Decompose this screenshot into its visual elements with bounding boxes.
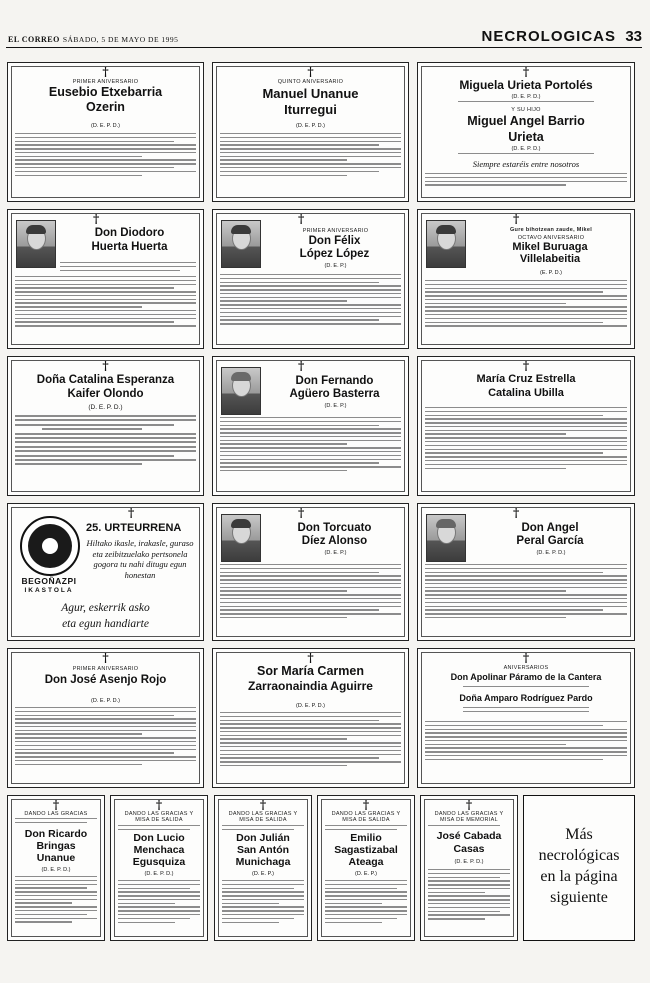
cross-icon: †: [465, 798, 473, 812]
deceased-name: Don Fernando: [295, 375, 374, 387]
obituary-asenjo: [7, 648, 204, 788]
rip-label: (D. E. P. D.): [88, 404, 123, 411]
cross-icon: †: [259, 798, 267, 812]
obituary-text: [425, 280, 627, 329]
deceased-name: Don Diodoro: [94, 227, 165, 239]
deceased-name: Emilio: [350, 832, 382, 844]
deceased-name: Don Angel: [521, 522, 579, 534]
deceased-surname-2: Munichaga: [235, 856, 291, 868]
anniversary-tag: PRIMER ANIVERSARIO: [72, 79, 139, 85]
obituary-text: [15, 276, 196, 329]
anniversary-tag: PRIMER ANIVERSARIO: [302, 228, 369, 234]
obituary-ubilla: [417, 356, 635, 496]
obituary-menchaca: [110, 795, 208, 941]
thanks-tag: DANDO LAS GRACIAS: [24, 811, 88, 817]
cross-icon: †: [362, 798, 370, 812]
obituary-san-anton: [214, 795, 312, 941]
obituary-text: [220, 133, 401, 178]
cross-icon: †: [298, 212, 305, 226]
deceased-surname: Catalina Ubilla: [488, 387, 564, 399]
obituary-text: [220, 274, 401, 327]
deceased-photo: [221, 220, 261, 268]
cross-icon: †: [102, 651, 109, 665]
rip-label: (D. E. P. D.): [296, 123, 325, 129]
deceased-surname: Villelabeitia: [519, 253, 581, 265]
more-obituaries-note: Más necrológicas en la página siguiente: [538, 826, 620, 906]
anniversary-tag: ANIVERSARIOS: [503, 665, 549, 671]
obituary-diez: [212, 503, 409, 641]
rip-label: (D. E. P. D.): [511, 146, 541, 152]
cross-icon: †: [298, 506, 305, 520]
rip-label: (D. E. P. D.): [511, 94, 541, 100]
obituary-text: [425, 721, 627, 763]
cross-icon: †: [102, 359, 109, 373]
cross-icon: †: [513, 506, 520, 520]
obituary-aguero: [212, 356, 409, 496]
cross-icon: †: [307, 651, 314, 665]
publication-name: EL CORREO SÁBADO, 5 DE MAYO DE 1995: [8, 35, 179, 44]
obituary-bringas: [7, 795, 105, 941]
obituary-urieta: [417, 62, 635, 202]
thanks-tag: DANDO LAS GRACIAS Y MISA DE SALIDA: [331, 811, 401, 823]
deceased-surname-1: Sagastizabal: [334, 844, 398, 856]
deceased-name: Eusebio Etxebarria: [48, 85, 163, 99]
thanks-tag: DANDO LAS GRACIAS Y MISA DE SALIDA: [124, 811, 194, 823]
obituary-kaifer: [7, 356, 204, 496]
cross-icon: †: [298, 359, 305, 373]
deceased-surname-1: Bringas: [36, 840, 76, 852]
deceased-name: Sor María Carmen: [257, 664, 364, 678]
obituary-text: [15, 707, 196, 768]
continued-notice: [523, 795, 635, 941]
obituary-text: [220, 417, 401, 474]
rip-label: (D. E. P.): [252, 871, 274, 877]
anniversary-tag: QUINTO ANIVERSARIO: [277, 79, 344, 85]
rip-label: (D. E. P. D.): [41, 867, 71, 873]
deceased-surname: Ozerin: [86, 100, 125, 114]
deceased-name: Mikel Buruaga: [512, 241, 588, 253]
obituary-text: [425, 407, 627, 471]
obituary-paramo-rodriguez: [417, 648, 635, 788]
section-title: NECROLOGICAS: [481, 28, 616, 45]
obituary-text: [15, 876, 97, 925]
closing-line-1: Agur, eskerrik asko: [61, 602, 150, 614]
cross-icon: †: [522, 651, 530, 665]
deceased-surname: Díez Alonso: [301, 535, 368, 547]
cross-icon: †: [128, 506, 135, 520]
son-surname: Urieta: [508, 130, 544, 144]
obituary-text: [425, 564, 627, 621]
obituary-text: [15, 415, 196, 468]
rip-label: (D. E. P. D.): [536, 550, 566, 556]
rip-label: (D. E. P.): [324, 550, 347, 556]
obituary-text: [220, 712, 401, 769]
anniversary-tag: OCTAVO ANIVERSARIO: [517, 235, 585, 241]
deceased-name-1: Don Apolinar Páramo de la Cantera: [450, 672, 602, 682]
closing-line-2: eta egun handiarte: [62, 618, 149, 630]
obituary-peral: [417, 503, 635, 641]
deceased-name: Don Félix: [308, 235, 361, 247]
obituary-huerta: [7, 209, 204, 349]
cross-icon: †: [52, 798, 60, 812]
cross-icon: †: [102, 65, 109, 79]
rip-label: (D. E. P.): [355, 871, 377, 877]
dedication: Gure bihotzean zaude, Mikel: [509, 227, 593, 233]
logo-subtitle: IKASTOLA: [24, 587, 74, 594]
obituary-sagastizabal: [317, 795, 415, 941]
deceased-name: Don Julián: [236, 832, 290, 844]
memorial-verse: Hiltako ikasle, irakasle, guraso eta zeibitzuelako pertsonela gogora tu nahi ditugu egun honestan: [86, 538, 194, 580]
son-tag: Y SU HIJO: [511, 107, 541, 113]
rip-label: (D. E. P. D.): [454, 859, 484, 865]
publication-date: SÁBADO, 5 DE MAYO DE 1995: [62, 35, 179, 44]
deceased-name: Don José Asenjo Rojo: [44, 674, 167, 686]
deceased-name-2: Doña Amparo Rodríguez Pardo: [459, 693, 593, 703]
deceased-name: José Cabada: [436, 830, 502, 842]
son-name: Miguel Angel Barrio: [467, 114, 585, 128]
deceased-photo: [221, 514, 261, 562]
ikastola-logo: [20, 516, 80, 576]
deceased-surname-2: Unanue: [36, 852, 76, 864]
obituary-lopez: [212, 209, 409, 349]
deceased-surname: Casas: [453, 843, 485, 855]
deceased-photo: [426, 514, 466, 562]
deceased-photo: [16, 220, 56, 268]
memorial-phrase: Siempre estaréis entre nosotros: [472, 159, 580, 169]
obituary-text: [428, 869, 510, 922]
thanks-tag: DANDO LAS GRACIAS Y MISA DE MEMORIAL: [434, 811, 504, 823]
rip-label: (D. E. P.): [324, 403, 347, 409]
deceased-name: María Cruz Estrella: [476, 373, 576, 385]
deceased-surname-2: Ateaga: [348, 856, 384, 868]
cross-icon: †: [93, 212, 100, 226]
deceased-surname-1: San Antón: [236, 844, 290, 856]
rip-label: (D. E. P.): [324, 263, 347, 269]
anniversary-title: 25. URTEURRENA: [86, 522, 182, 534]
obituary-text: [458, 101, 594, 105]
cross-icon: †: [522, 65, 530, 79]
rip-label: (D. E. P. D.): [91, 123, 120, 129]
obituary-text: [222, 880, 304, 925]
deceased-surname: Huerta Huerta: [91, 241, 168, 253]
cross-icon: †: [513, 212, 520, 226]
deceased-photo: [221, 367, 261, 415]
page-number: 33: [625, 28, 642, 45]
deceased-surname: Agüero Basterra: [289, 388, 380, 400]
rip-label: (D. E. P. D.): [296, 703, 325, 709]
anniversary-tag: PRIMER ANIVERSARIO: [72, 666, 139, 672]
obituary-cabada: [420, 795, 518, 941]
rip-label: (D. E. P. D.): [144, 871, 174, 877]
obituary-etxebarria: [7, 62, 204, 202]
deceased-name: Manuel Unanue: [262, 86, 359, 101]
rip-label: (D. E. P. D.): [91, 698, 120, 704]
deceased-surname: Peral García: [516, 535, 584, 547]
deceased-name: Don Torcuato: [297, 522, 372, 534]
deceased-name: Miguela Urieta Portolés: [459, 78, 593, 92]
deceased-name: Doña Catalina Esperanza: [36, 374, 175, 386]
deceased-surname: Zarraonaindia Aguirre: [248, 679, 373, 693]
cross-icon: †: [307, 65, 314, 79]
cross-icon: †: [155, 798, 163, 812]
deceased-name: Don Lucio: [133, 832, 185, 844]
obituary-zarraonaindia: [212, 648, 409, 788]
cross-icon: †: [522, 359, 530, 373]
deceased-name: Don Ricardo: [24, 828, 88, 840]
obituary-text: [118, 880, 200, 925]
page-header: [6, 25, 642, 48]
rip-label: (E. P. D.): [540, 270, 562, 276]
obituary-text: [15, 133, 196, 178]
deceased-surname: Iturregui: [284, 102, 337, 117]
ikastola-memorial: [7, 503, 204, 641]
thanks-tag: DANDO LAS GRACIAS Y MISA DE SALIDA: [228, 811, 298, 823]
deceased-surname-1: Menchaca: [133, 844, 185, 856]
obituary-unanue: [212, 62, 409, 202]
deceased-photo: [426, 220, 466, 268]
obituary-text: [220, 564, 401, 621]
logo-name: BEGOÑAZPI: [21, 576, 77, 586]
obituary-text: [325, 880, 407, 925]
deceased-surname: López López: [299, 248, 370, 260]
deceased-surname-2: Egusquiza: [132, 856, 186, 868]
deceased-surname: Kaifer Olondo: [67, 388, 144, 400]
obituary-buruaga: [417, 209, 635, 349]
